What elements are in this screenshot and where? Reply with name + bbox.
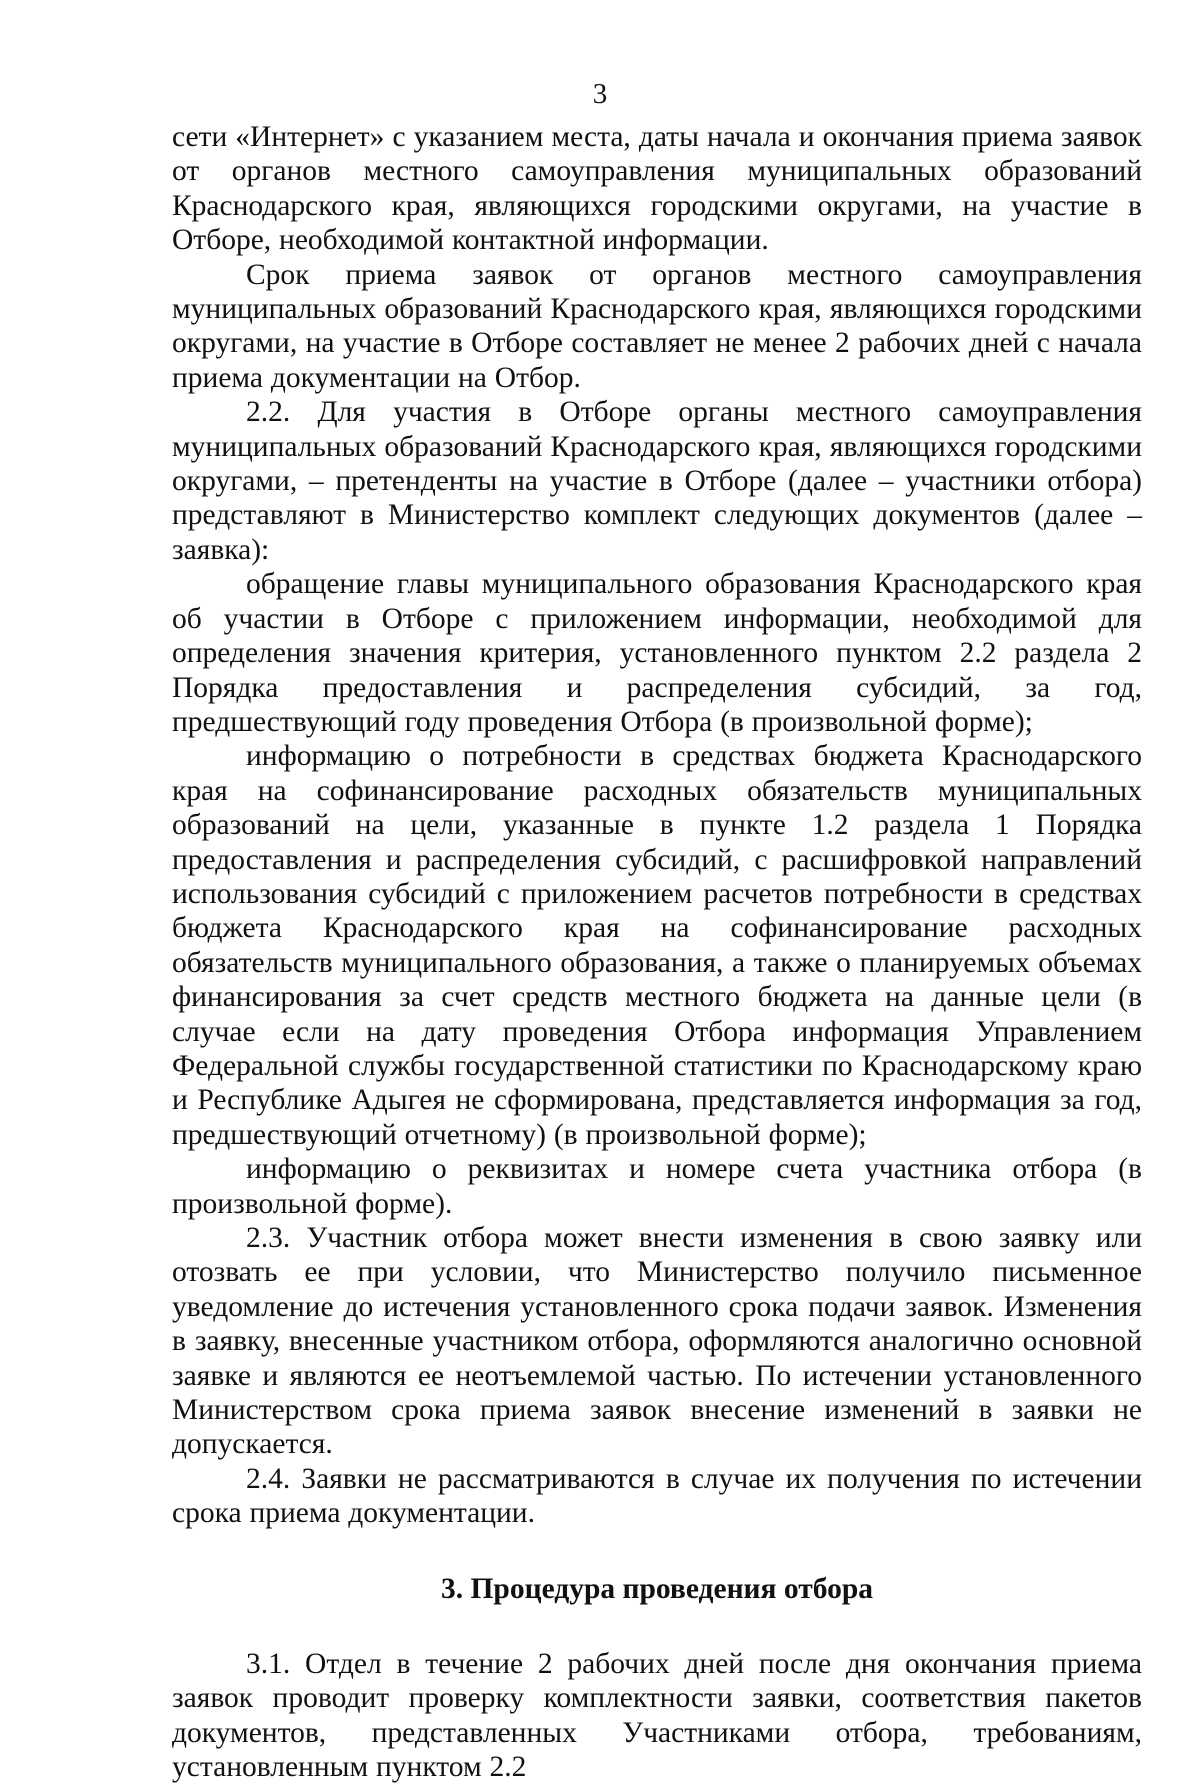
document-body — [172, 120, 1142, 1785]
paragraph-2-2: 2.2. Для участия в Отборе органы местного самоуправления муниципальных образований Краснодарского края, являющихся городскими округами, – претенденты на участие в Отборе (далее – участники отбора) представляют в Министерство комплект следующих документов (далее – заявка): — [172, 396, 1142, 566]
paragraph-appeal: обращение главы муниципального образования Краснодарского края об участии в Отборе с приложением информации, необходимой для определения значения критерия, установленного пунктом 2.2 раздела 2 Порядка предоставления и распределения субсидий, за год, предшествующий году проведения Отбора (в произвольной форме); — [172, 568, 1142, 738]
paragraph-3-1: 3.1. Отдел в течение 2 рабочих дней после дня окончания приема заявок проводит проверку комплектности заявки, соответствия пакетов документов, представленных Участниками отбора, требованиям, установленным пунктом 2.2 — [172, 1648, 1142, 1784]
section-heading: 3. Процедура проведения отбора — [440, 1572, 874, 1605]
paragraph-continuation: сети «Интернет» с указанием места, даты начала и окончания приема заявок от органов местного самоуправления муниципальных образований Краснодарского края, являющихся городскими округами, на участие в Отборе, необходимой контактной информации. — [172, 121, 1142, 257]
paragraph-requisites: информацию о реквизитах и номере счета участника отбора (в произвольной форме). — [172, 1153, 1142, 1220]
spacer — [172, 1531, 1142, 1572]
paragraph-2-4: 2.4. Заявки не рассматриваются в случае их получения по истечении срока приема документации. — [172, 1462, 1142, 1530]
paragraph-budget-need: информацию о потребности в средствах бюджета Краснодарского края на софинансирование расходных обязательств муниципальных образований на цели, указанные в пункте 1.2 раздела 1 Порядка предоставления и распределения субсидий, с расшифровкой направлений использования субсидий с приложением расчетов потребности в средствах бюджета Краснодарского края на софинансирование расходных обязательств муниципального образования, а также о планируемых объемах финансирования за счет средств местного бюджета на данные цели (в случае если на дату проведения Отбора информация Управлением Федеральной службы государственной статистики по Краснодарскому краю и Республике Адыгея не сформирована, представляется информация за год, предшествующий отчетному) (в произвольной форме); — [172, 740, 1142, 1151]
paragraph-2-3: 2.3. Участник отбора может внести изменения в свою заявку или отозвать ее при условии, что Министерство получило письменное уведомление до истечения установленного срока подачи заявок. Изменения в заявку, внесенные участником отбора, оформляются аналогично основной заявке и являются ее неотъемлемой частью. По истечении установленного Министерством срока приема заявок внесение изменений в заявки не допускается. — [172, 1222, 1142, 1461]
paragraph-application-deadline: Срок приема заявок от органов местного самоуправления муниципальных образований Краснодарского края, являющихся городскими округами, на участие в Отборе составляет не менее 2 рабочих дней с начала приема документации на Отбор. — [172, 258, 1142, 394]
page-number: 3 — [592, 78, 608, 110]
spacer — [172, 1606, 1142, 1647]
